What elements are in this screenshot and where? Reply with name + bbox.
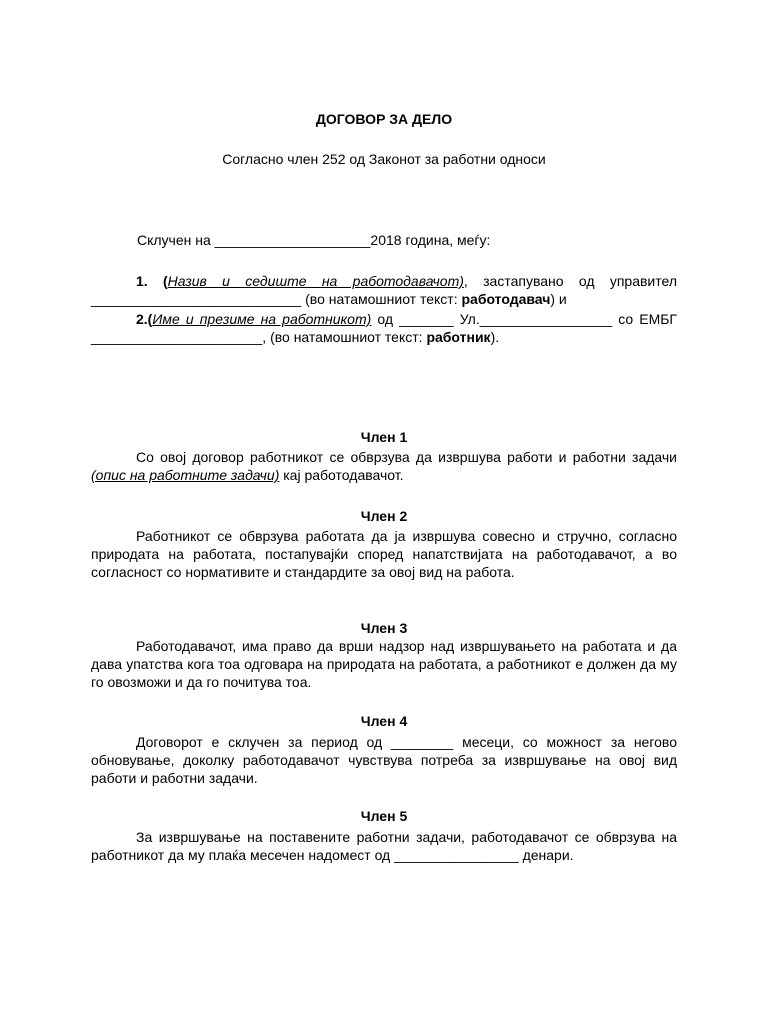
article-1-text — [91, 448, 677, 484]
party-employer — [91, 272, 677, 308]
article-5-heading: Член 5 — [360, 808, 408, 824]
party1-text-a: , застапувано од управител — [463, 273, 677, 289]
party1-text-b: (во натамошниот текст: — [301, 291, 462, 307]
party1-role: работодавач — [461, 291, 551, 307]
embg-blank: ______________________ — [91, 329, 263, 345]
article-1-text-b: кај работодавачот. — [279, 467, 404, 483]
article-2-text: Работникот се обврзува работата да ја извршува совесно и стручно, согласно природата на работата, постапувајќи според напатствијата на работодавачот, а во согласност со нормативите и стандардите за овој вид на работа. — [91, 528, 677, 580]
article-1-text-a: Со овој договор работникот се обврзува да извршува работи и работни задачи — [136, 449, 677, 465]
party2-text-b: Ул. — [453, 311, 480, 327]
article-4-text-b: месеци, со можност за негово обновување, доколку работодавачот чувствува потреба за извршување на овој вид работи и работни задачи. — [91, 734, 677, 786]
article-5-text-a: За извршување на поставените работни задачи, работодавачот се обврзува на работникот да му плаќа месечен надомест од — [91, 829, 677, 863]
document-title: ДОГОВОР ЗА ДЕЛО — [315, 111, 453, 127]
party2-text-e: ). — [490, 329, 500, 345]
party2-text-d: , (во натамошниот текст: — [262, 329, 427, 345]
article-4-text-a: Договорот е склучен за период од — [136, 734, 391, 750]
party2-text-a: од — [371, 311, 400, 327]
article-5-text-b: денари. — [518, 847, 574, 863]
party2-name-hint: Име и презиме на работникот) — [152, 311, 372, 327]
article-2-heading: Член 2 — [360, 508, 408, 524]
party2-role: работник — [426, 329, 491, 345]
party2-number: 2.( — [136, 311, 153, 327]
document-subtitle: Согласно член 252 од Законот за работни односи — [222, 151, 546, 167]
period-blank: ________ — [390, 734, 454, 750]
article-3-text: Работодавачот, има право да врши надзор над извршувањето на работата и да дава упатства кога тоа одговара на природата на работата, а работникот е должен да му го овозможи и да го почитува тоа. — [91, 638, 677, 690]
article-1-heading: Член 1 — [360, 429, 408, 445]
party-worker — [91, 310, 677, 346]
manager-blank: ___________________________ — [91, 291, 302, 307]
article-4-heading: Член 4 — [360, 713, 408, 729]
party1-text-c: ) и — [550, 291, 567, 307]
amount-blank: ________________ — [394, 847, 519, 863]
concluded-suffix: 2018 година, меѓу: — [370, 232, 491, 248]
street-blank: _________________ — [479, 311, 613, 327]
place-blank: _______ — [399, 311, 454, 327]
article-1-hint: (опис на работните задачи) — [91, 467, 280, 483]
concluded-prefix: Склучен на — [137, 232, 215, 248]
party1-number: 1. ( — [136, 273, 168, 289]
article-5-text — [91, 828, 677, 864]
article-3-heading: Член 3 — [360, 620, 408, 636]
concluded-date-line — [137, 231, 490, 249]
party2-text-c: со ЕМБГ — [612, 311, 677, 327]
party1-name-hint: Назив и седиште на работодавачот) — [167, 273, 464, 289]
date-blank: ____________________ — [214, 232, 371, 248]
article-4-text — [91, 733, 677, 787]
